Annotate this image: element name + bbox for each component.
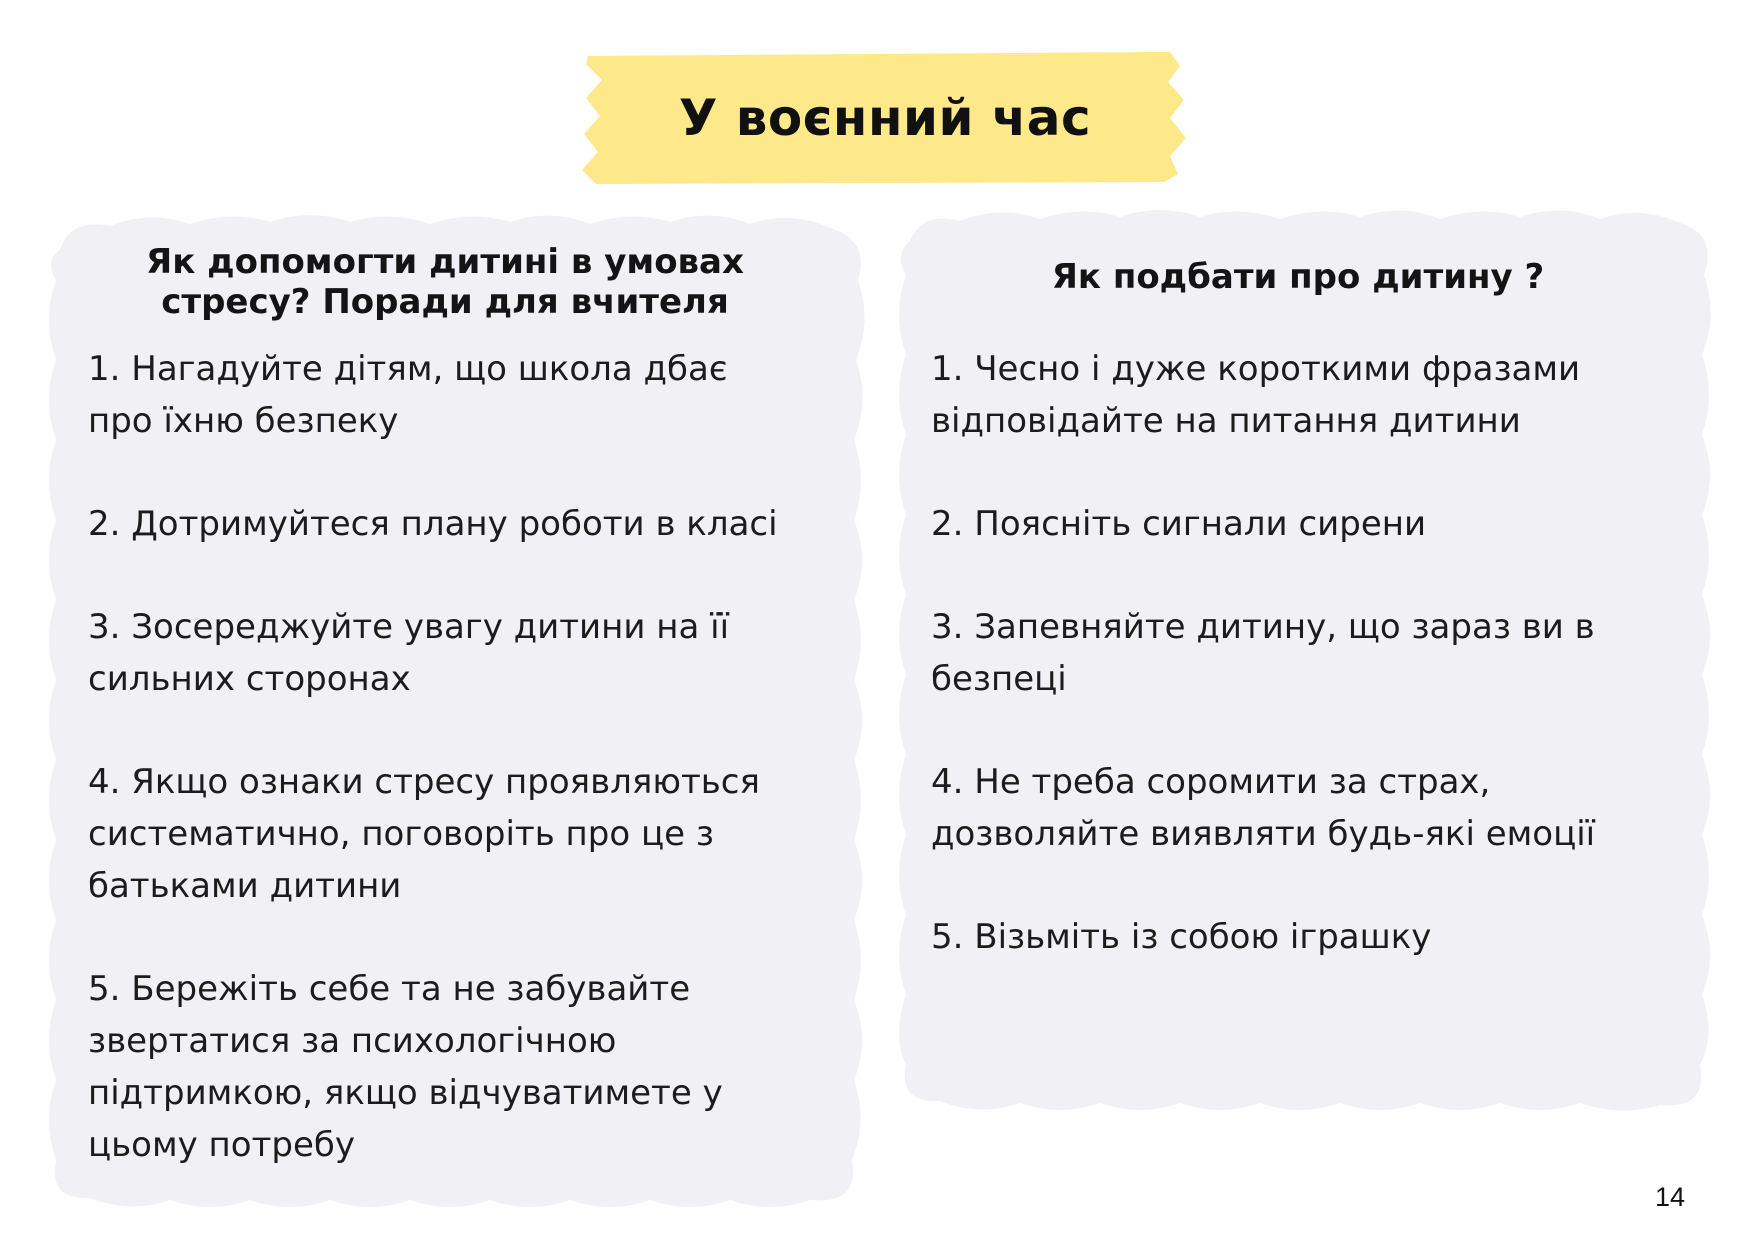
tip-line: 5. Візьміть із собою іграшку [931, 917, 1432, 957]
tip-line: про їхню безпеку [88, 401, 399, 441]
tip-line: дозволяйте виявляти будь-які емоції [931, 814, 1596, 854]
tip-line: цьому потребу [88, 1125, 355, 1165]
tip-item-5 [931, 911, 1701, 963]
teacher-tips-heading [80, 242, 810, 322]
page-title: У воєнний час [678, 89, 1092, 147]
tip-item-1 [88, 343, 848, 447]
tip-line: 3. Запевняйте дитину, що зараз ви в [931, 607, 1595, 647]
tip-line: 1. Чесно і дуже короткими фразами [931, 349, 1581, 389]
tip-line: сильних сторонах [88, 659, 411, 699]
tip-line: 1. Нагадуйте дітям, що школа дбає [88, 349, 728, 389]
tip-line: безпеці [931, 659, 1067, 699]
tip-item-3 [931, 601, 1701, 705]
title-banner [580, 48, 1190, 188]
tip-item-4 [931, 756, 1701, 860]
tip-line: підтримкою, якщо відчуватимете у [88, 1073, 723, 1113]
tip-line: 4. Якщо ознаки стресу проявляються [88, 762, 760, 802]
tip-line: батьками дитини [88, 866, 402, 906]
heading-line: стресу? Поради для вчителя [161, 282, 729, 322]
tip-line: 4. Не треба соромити за страх, [931, 762, 1491, 802]
tip-item-2 [931, 498, 1701, 550]
tip-line: 5. Бережіть себе та не забувайте [88, 969, 691, 1009]
tip-item-4 [88, 756, 848, 912]
page-number: 14 [1655, 1182, 1686, 1212]
tip-item-2 [88, 498, 848, 550]
tip-item-1 [931, 343, 1701, 447]
tip-line: відповідайте на питання дитини [931, 401, 1521, 441]
teacher-tips-panel [40, 210, 870, 1215]
child-care-heading: Як подбати про дитину ? [1051, 257, 1545, 297]
heading-line: Як допомогти дитині в умовах [146, 242, 744, 282]
tip-line: звертатися за психологічною [88, 1021, 617, 1061]
tip-line: 2. Поясніть сигнали сирени [931, 504, 1427, 544]
tip-item-3 [88, 601, 848, 705]
child-care-panel [888, 205, 1718, 1117]
tip-line: 2. Дотримуйтеся плану роботи в класі [88, 504, 778, 544]
tip-line: 3. Зосереджуйте увагу дитини на її [88, 607, 730, 647]
tip-line: систематично, поговоріть про це з [88, 814, 714, 854]
tip-item-5 [88, 963, 848, 1171]
